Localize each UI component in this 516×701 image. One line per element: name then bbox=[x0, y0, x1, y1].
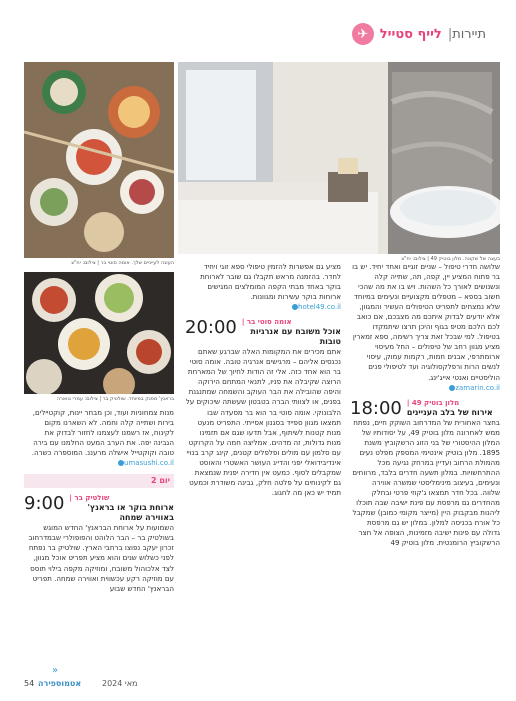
section-separator: | bbox=[447, 26, 453, 42]
dinner-table-photo bbox=[24, 62, 174, 258]
item-title: אוכל משובח עם אנרגיות טובות bbox=[250, 327, 341, 347]
page-footer bbox=[24, 665, 486, 691]
restaurant-paragraph: אתם מכירים את המקומות האלה שברגע שאתם נכנסים אליהם – מרגישים אנרגיה טובה. אומה סוטי בר הוא אחד כזה. אלי זה הודות לחיוך של המארחת הרוצה שקיבלה את פניו, לתנאי המתחם הירוקה והיפה שהובילה את הבר העוקב והשמחה שמתנגנת בפנים, או לצוותי הברה בטבטון שעשתה שיכוקים על הלבונוקי. אומה סוטי בר הוא בר מסעדה שבו תמצאו מגוון ספייד בסגנון אסייתי. התפריט מנעט מנות קטנות לשיתוף, אבל תדעו שגם אם תזמינו מנות גדולות, זה מדהים. אמליצה חמה על הקרוקט עם סלמון עם מולים ופלפלים קטנים, קינג קרב בנויי אינדיבידואלי יפני והדייג העושר האשטרי והאוסט שמקבלים לסוף. כמעט אין חדירה יפנית שנמצאת גם לקינוחים על פלטה חלק, גבינה משודרת וכמעט תמיד יש כאן מה לחגוג. bbox=[185, 347, 341, 497]
spa-paragraph: שלושה חדרי טיפול – שניים זוגיים ואחד יחיד. יש בו בר פתוח המציע יין, קפה, תה, שתייה קלה ונשנושים לאורך כל השהות. ויש בו את מה שהכי חשוב בספא – מטפלים מקצועיים ונעימים במיוחד שלא נמצחים לתפריט הטיפולים העשיר והמגוון, אלא יודעים לבדוק איתכם מה מצבכם, אם כואב לכם הלכם מטיפ בגוף והיכן תרצו שיתמקדו בטיפול. למי שבכל זאת צריך רשימה, ספא זמארין מציע מגוון רחב של טיפולים – החל מעיסוי ארומתרפי, אבנים חמות, רקמות עמוק, עיסוי לנשים הרות ורפלקסולוגיה ועד לטיפולי פנים הוליסטיים ואנטי אייג'ינג. bbox=[352, 262, 500, 382]
hotel-photo-caption: בעצה של שקונה. מלון בוטיק 49 | צילום: יח"צ bbox=[401, 256, 500, 262]
time-heading-2000 bbox=[185, 318, 341, 347]
zamarin-link[interactable]: zamarin.co.il bbox=[447, 383, 500, 393]
item-title: ארוחת בוקר או בראנץ' באווירה שמחה bbox=[87, 503, 174, 523]
venue-label: אומה סוטי בר | bbox=[241, 318, 292, 327]
dinner-photo-caption: העונה לעייניים שלך. אומה סוטי בר | צילום: יח"צ bbox=[71, 260, 174, 266]
hotel-paragraph: בחצר האחורית של המדרחוב השוקק חיים, נפתח ממש לאחרונה מלון בוטיק 49, על יסודותיו של המלון ההיסטורי של בני הזוג הרשקוביץ משנת 1895. מלון בוטיק אינטימי המספק מפלט נעים מהמולת הרחוב ועדיין במרחק נגיעה מכל ההתרחשויות. במלון תשעה חדרים בלבד, מרווחים ונעימים, בעיצוב מינימליסטי שמשרה אווירה שלווה. בכל חדר תמצאו ג'קוזי פרטי ובחלק מהחדרים גם מרפסת עם פינת ישיבה שבה תוכלו ליהנות מבקבוק היין (מייצר מקומי כמובן) שמקבל כל אורח בכניסה למלון. במלון יש גם מרפסת גדולה עם פינות ישיבה מזמינות, הצופה אל חצר הרשקוביץ הרומנטית. מלון בוטיק 49 bbox=[352, 417, 500, 548]
article-column-right bbox=[350, 262, 500, 678]
hotel49-link[interactable]: hotel49.co.il bbox=[290, 302, 341, 312]
brunch-paragraph: השמועות על ארוחת הבראנץ' החדש המוגש בשולטיק בר – הבר הלוהט והפופולרי שבמדרחוב זכרון יעקב נפוצו ברחבי הארץ. שולטיק בר נפתח לפני כשלוש שנים והוא מציע תפריט אוכל מגוון, לצד אלכוהול משובח, ומוזיקה מקפה בילוי תוסס עם מוזיקה רקע עכשווית ואווירה שמחה. תפריט הבראנץ' החדש שבוע bbox=[28, 523, 174, 593]
hotel-paragraph-continued: מציע גם אפשרות להזמין טיפולי ספא זוגי ויחיד לחדר. בהזמנה מראש תקבלו גם שובר לארוחת בוקר באחד מבתי הקפה המומלצים המגישים ארוחות בוקר עשירות ומגוונות. bbox=[200, 262, 341, 302]
time-label: 20:00 bbox=[185, 317, 237, 339]
article-column-left bbox=[24, 408, 174, 678]
day-2-banner: יום 2 bbox=[24, 474, 174, 488]
section-title: לייף סטייל bbox=[379, 26, 442, 42]
brunch-photo-caption: בראנץ' מפנק במיוחד. שולטיק בר | צילום: עמרי גווארה bbox=[56, 396, 174, 402]
continue-arrows-icon: » bbox=[52, 665, 59, 676]
section-header bbox=[344, 22, 486, 46]
time-label: 9:00 bbox=[24, 493, 65, 515]
article-column-middle bbox=[185, 262, 341, 678]
page-number: 54 bbox=[24, 679, 35, 688]
brunch-food-photo bbox=[24, 272, 174, 394]
time-heading-0900 bbox=[24, 494, 174, 523]
section-subtitle: תיירות bbox=[452, 26, 486, 42]
venue-label: מלון בוטיק 49 | bbox=[406, 398, 460, 407]
time-heading-1800 bbox=[350, 399, 500, 418]
hotel-room-photo bbox=[178, 62, 500, 254]
restaurant-paragraph-continued: מנות צמחוניות ועוד, וכן מבחר יינות, קוקטיילים, בירות ושתייה קלה וחמה. לא השארנו מקום לקינוח, אז רשמנו לעצמנו לחזור לבדוק את הגבינה יפה. את הערב המעט החלמנו עם בירה טובה וקוקטייל אישלה מרעננ. המוספרה כשרה. bbox=[31, 408, 174, 458]
venue-label: שולטיק בר | bbox=[69, 494, 110, 503]
plane-icon: ✈ bbox=[352, 23, 374, 45]
umasushi-link[interactable]: umasushi.co.il bbox=[116, 458, 174, 468]
magazine-name: אטמוספירה bbox=[38, 679, 82, 688]
issue-date: מאי 2024 bbox=[102, 679, 138, 688]
item-title: אירוח של בלב העניינים bbox=[406, 407, 493, 417]
time-label: 18:00 bbox=[350, 397, 402, 419]
